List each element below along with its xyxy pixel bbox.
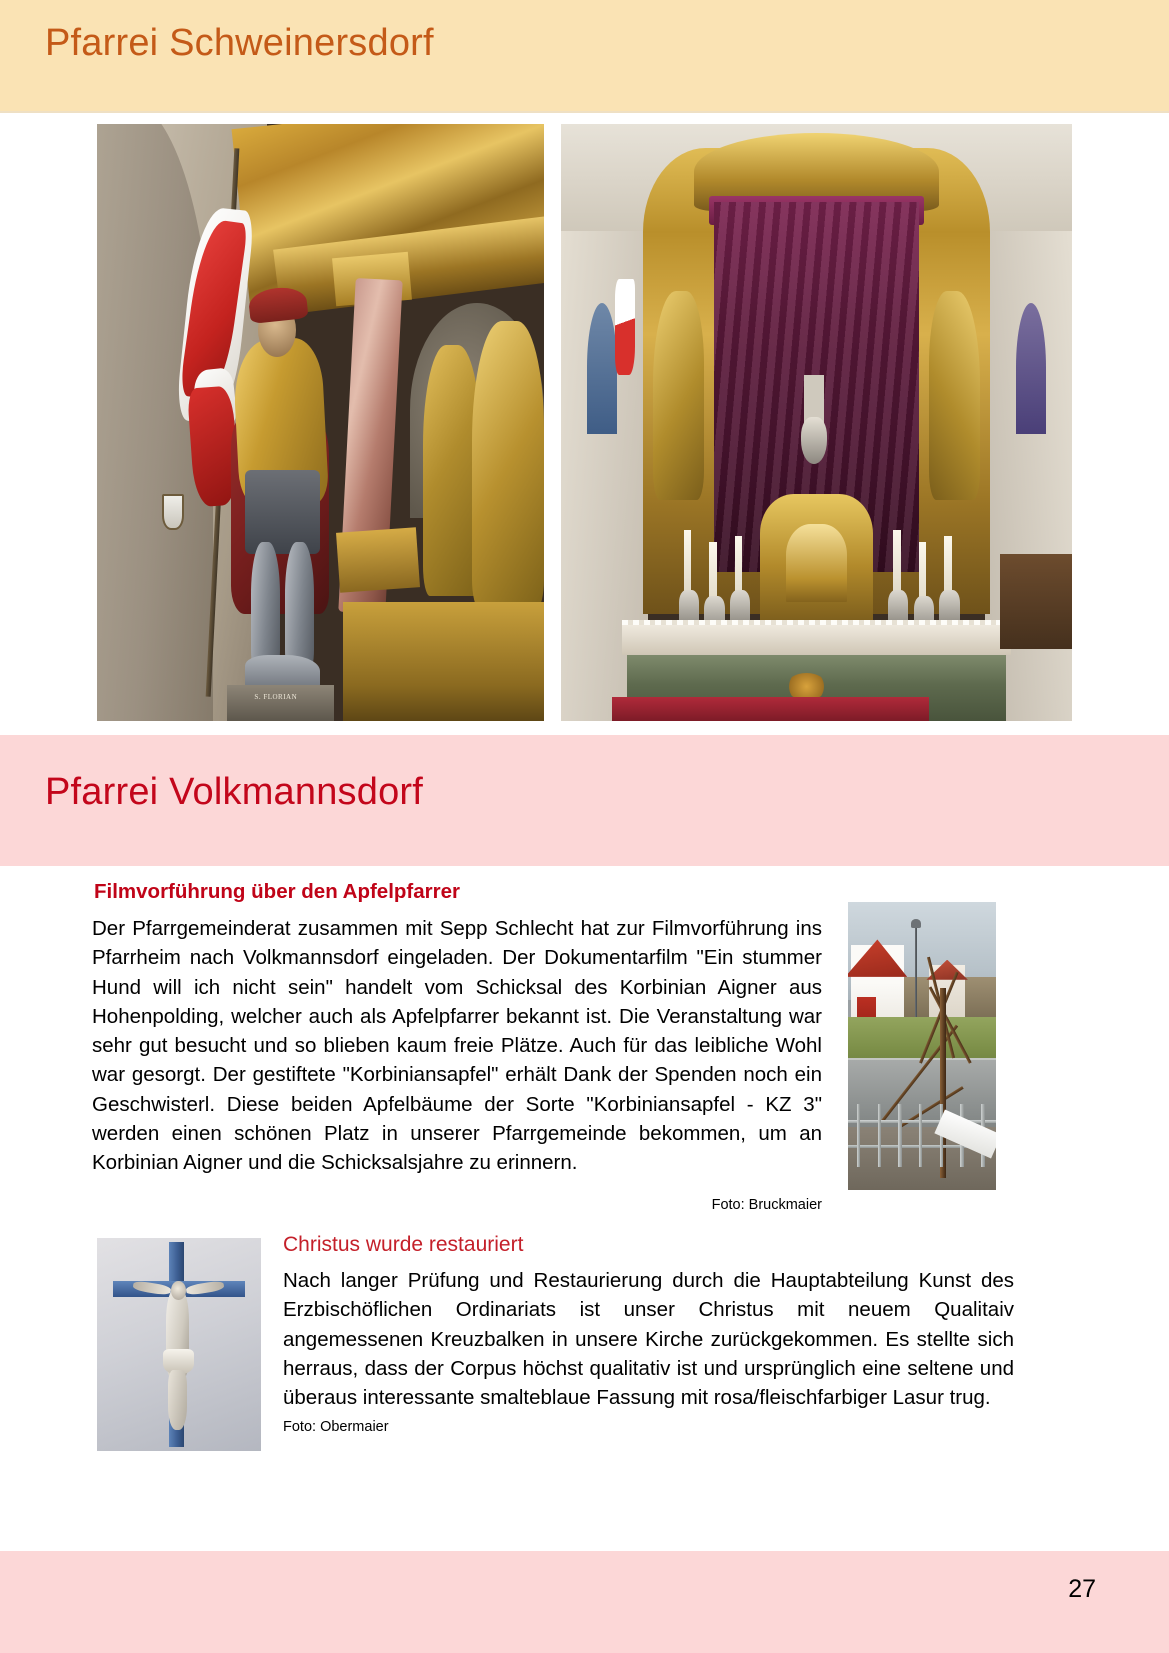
sanctuary-lamp <box>801 417 827 465</box>
altar-frontal-medallion <box>786 673 827 700</box>
photo-artwork-christus <box>97 1238 261 1451</box>
stained-glass-window-left <box>587 303 618 434</box>
sanctuary-carpet <box>612 697 929 721</box>
photo-hochaltar-fastentuch <box>561 124 1072 721</box>
choir-bench <box>1000 554 1072 650</box>
article-2-body: Nach langer Prüfung und Restaurierung durch die Hauptabteilung Kunst des Erzbischöflichen Ordinariats ist unser Christus mit neuem Qualitaiv angemessenen Kreuzbalken in unsere Kirche zurückgekommen. Es stellte sich herraus, dass der Corpus höchst qualitativ ist und ursprünglich eine seltene und überaus interessante smalteblaue Fassung mit rosa/fleischfarbiger Lasur trug. <box>283 1269 1014 1410</box>
section-title-schweinersdorf: Pfarrei Schweinersdorf <box>45 22 434 64</box>
photo-statue-saint-florian <box>97 124 544 721</box>
column-base <box>336 527 420 592</box>
corpus-head <box>171 1281 186 1300</box>
section-banner-volkmannsdorf <box>0 735 1169 866</box>
photo-row-schweinersdorf <box>0 120 1169 725</box>
statue-leg-right <box>285 542 314 673</box>
tabernacle-door <box>786 524 847 602</box>
page-footer <box>0 1551 1169 1653</box>
sanctuary-lamp-chain <box>804 303 824 434</box>
section-title-volkmannsdorf: Pfarrei Volkmannsdorf <box>45 771 424 813</box>
statue-leg-left <box>251 542 280 673</box>
photo-artwork-altar <box>561 124 1072 721</box>
statue-armor-skirt <box>245 470 321 554</box>
photo-apfelbaum-korbiniansapfel <box>848 902 996 1190</box>
statue-name-plaque: S. FLORIAN <box>254 693 298 702</box>
photo-restaurierter-christus <box>97 1238 261 1451</box>
section-banner-schweinersdorf <box>0 0 1169 113</box>
fence-picket <box>857 1104 860 1167</box>
street-lamp-pole <box>915 925 917 1023</box>
processional-flag <box>615 279 635 375</box>
fence-picket <box>898 1104 901 1167</box>
fence-picket <box>919 1104 922 1167</box>
article-2-photo-credit: Foto: Obermaier <box>283 1419 389 1435</box>
fence-picket <box>878 1104 881 1167</box>
corpus-legs <box>168 1370 188 1430</box>
angel-figure-left <box>653 291 704 500</box>
article-1-body: Der Pfarrgemeinderat zusammen mit Sepp Schlecht hat zur Filmvorführung ins Pfarrheim nach Volkmannsdorf eingeladen. Der Dokumentarfilm "Ein stummer Hund will ich nicht sein" handelt vom Schicksal des Korbinian Aigner aus Hohenpolding, welcher auch als Apfelpfarrer bekannt ist. Die Veranstaltung war sehr gut besucht und so blieben kaum freie Plätze. Auch für das leibliche Wohl war gesorgt. Der gestiftete "Korbiniansapfel" erhält Dank der Spenden noch ein Geschwisterl. Diese beiden Apfelbäume der Sorte "Korbiniansapfel - KZ 3" werden einen schönen Platz in unserer Pfarrgemeinde bekommen, um an Korbinian Aigner und die Schicksalsjahre zu erinnern. <box>92 917 822 1175</box>
altar-scrollwork <box>343 602 544 721</box>
page-number: 27 <box>1068 1575 1096 1603</box>
angel-figure-right <box>929 291 980 500</box>
altar-mensa <box>622 625 1010 655</box>
photo-artwork-statue <box>97 124 544 721</box>
stained-glass-window-right <box>1016 303 1047 434</box>
article-1-photo-credit: Foto: Bruckmaier <box>711 1197 822 1213</box>
street-lamp-head <box>911 919 921 928</box>
photo-artwork-tree <box>848 902 996 1190</box>
article-1-heading: Filmvorführung über den Apfelpfarrer <box>94 880 460 903</box>
bishop-figure <box>472 321 544 608</box>
wall-crest-plaque <box>162 494 184 530</box>
article-2-heading: Christus wurde restauriert <box>283 1233 524 1256</box>
